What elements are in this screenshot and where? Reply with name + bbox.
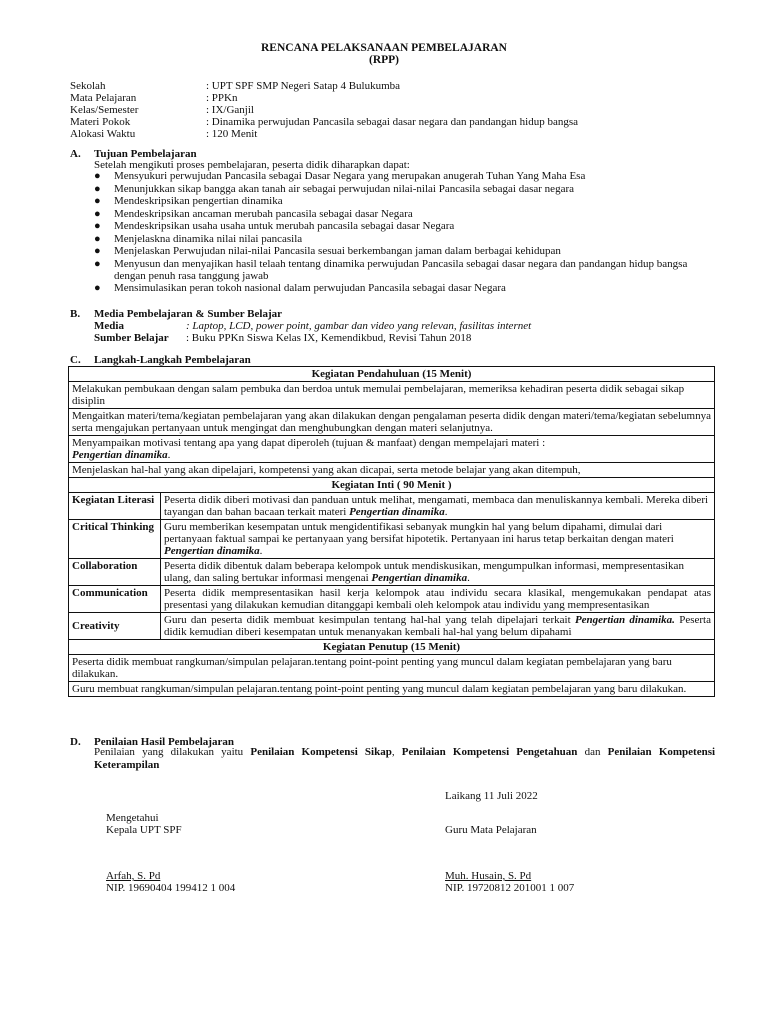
activity-description [161, 559, 715, 586]
assessment-knowledge: Penilaian Kompetensi Pengetahuan [401, 746, 578, 758]
list-item [94, 220, 714, 232]
bullet-icon: ● [94, 182, 101, 195]
activity-label: Kegiatan Literasi [69, 493, 161, 520]
learning-steps-table [68, 366, 715, 697]
activity-term: Pengertian dinamika [349, 506, 445, 518]
list-item [94, 282, 714, 294]
activity-label: Communication [69, 586, 161, 613]
section-number: A. [70, 148, 81, 160]
bullet-icon: ● [94, 232, 101, 245]
activity-description: Peserta didik mempresentasikan hasil kerja kelompok atau individu secara klasikal, mengemukakan pendapat atas presentasi yang dilakukan kemudian ditanggapi kembali oleh kelompok atau individu yang mempresentasikan [161, 586, 715, 613]
table-cell: Guru membuat rangkuman/simpulan pelajaran.tentang point-point penting yang muncul dalam kegiatan pembelajaran yang baru dilakukan. [69, 682, 715, 697]
table-row [69, 559, 715, 586]
table-row [69, 613, 715, 640]
table-row [69, 463, 715, 478]
identity-value: : PPKn [206, 92, 238, 104]
teacher-title: Guru Mata Pelajaran [445, 824, 537, 836]
table-row [69, 655, 715, 682]
punctuation: . [167, 449, 171, 461]
table-row [69, 640, 715, 655]
identity-label: Mata Pelajaran [70, 92, 137, 104]
teacher-name: Muh. Husain, S. Pd [445, 870, 532, 882]
principal-title: Kepala UPT SPF [106, 824, 182, 836]
list-item [94, 195, 714, 207]
activity-label: Critical Thinking [69, 520, 161, 559]
place-date: Laikang 11 Juli 2022 [445, 790, 538, 802]
goal-text: Menjelaskan Perwujudan nilai-nilai Pancasila sesuai berkembangan jaman dalam berbagai kehidupan [114, 245, 561, 257]
activity-text: Peserta didik dibentuk dalam beberapa kelompok untuk mendiskusikan, mengumpulkan informasi, mempresentasikan ulang, dan saling bertukar informasi mengenai [164, 560, 684, 584]
punctuation: . [444, 506, 448, 518]
list-item [94, 245, 714, 257]
identity-value: : IX/Ganjil [206, 104, 254, 116]
identity-value: : UPT SPF SMP Negeri Satap 4 Bulukumba [206, 80, 401, 92]
media-row [94, 320, 531, 332]
section-number: D. [70, 736, 81, 748]
list-item [94, 258, 714, 282]
source-row [94, 332, 471, 344]
section-number: C. [70, 354, 81, 366]
activity-text: Guru memberikan kesempatan untuk mengidentifikasi sebanyak mungkin hal yang belum dipahami, dimulai dari pertanyaan faktual sampai ke pertanyaan yang bersifat hipotetik. Pertanyaan ini harus tetap berkaitan dengan materi [164, 521, 674, 545]
bullet-icon: ● [94, 207, 101, 220]
goal-text: Menyusun dan menyajikan hasil telaah tentang dinamika perwujudan Pancasila sebagai dasar negara dan pandangan hidup bangsa dengan penuh rasa tanggung jawab [114, 257, 688, 282]
identity-label: Alokasi Waktu [70, 128, 136, 140]
activity-description [161, 493, 715, 520]
list-item [94, 208, 714, 220]
activity-label: Creativity [69, 613, 161, 640]
bullet-icon: ● [94, 282, 101, 294]
teacher-nip: NIP. 19720812 201001 1 007 [445, 882, 575, 894]
table-row [69, 520, 715, 559]
intro-activity-header: Kegiatan Pendahuluan (15 Menit) [69, 367, 715, 382]
table-row [69, 478, 715, 493]
table-row [69, 367, 715, 382]
identity-label: Kelas/Semester [70, 104, 139, 116]
section-title: Media Pembelajaran & Sumber Belajar [94, 308, 282, 320]
goal-text: Mendeskripsikan ancaman merubah pancasila sebagai dasar Negara [114, 207, 413, 220]
table-row [69, 382, 715, 409]
section-title: Penilaian Hasil Pembelajaran [94, 736, 234, 748]
activity-term: Pengertian dinamika [371, 572, 468, 584]
table-row [69, 493, 715, 520]
bullet-icon: ● [94, 195, 101, 207]
table-cell: Melakukan pembukaan dengan salam pembuka dan berdoa untuk memulai pembelajaran, memeriksa kehadiran peserta didik sebagai sikap disiplin [69, 382, 715, 409]
goal-text: Menjelaskna dinamika nilai nilai pancasila [114, 232, 303, 245]
list-item [94, 183, 714, 195]
goal-text: Mendeskripsikan usaha usaha untuk merubah pancasila sebagai dasar Negara [114, 220, 455, 232]
media-label: Media [94, 320, 124, 332]
document-title: RENCANA PELAKSANAAN PEMBELAJARAN [261, 42, 507, 54]
bullet-icon: ● [94, 170, 101, 182]
core-activity-header: Kegiatan Inti ( 90 Menit ) [69, 478, 715, 493]
punctuation: . [259, 545, 263, 557]
table-cell: Peserta didik membuat rangkuman/simpulan pelajaran.tentang point-point penting yang muncul dalam kegiatan pembelajaran yang baru dilakukan. [69, 655, 715, 682]
section-title: Tujuan Pembelajaran [94, 148, 197, 160]
motivation-term: Pengertian dinamika [72, 449, 168, 461]
list-item [94, 233, 714, 245]
principal-name: Arfah, S. Pd [106, 870, 161, 882]
assessment-text: dan [584, 746, 601, 758]
goal-text: Mendeskripsikan pengertian dinamika [114, 195, 283, 207]
activity-text: Peserta didik kemudian diberi kesempatan untuk menanyakan kembali hal-hal yang belum dipahami [164, 614, 711, 638]
goal-text: Mensyukuri perwujudan Pancasila sebagai Dasar Negara yang merupakan anugerah Tuhan Yang Maha Esa [114, 170, 586, 182]
table-row [69, 436, 715, 463]
source-label: Sumber Belajar [94, 332, 169, 344]
bullet-icon: ● [94, 220, 101, 232]
section-a-intro: Setelah mengikuti proses pembelajaran, peserta didik diharapkan dapat: [94, 159, 410, 171]
document-subtitle: (RPP) [368, 54, 399, 66]
activity-term: Pengertian dinamika. [574, 614, 675, 626]
activity-label: Collaboration [69, 559, 161, 586]
table-cell: Mengaitkan materi/tema/kegiatan pembelajaran yang akan dilakukan dengan pengalaman peserta didik dengan materi/tema/kegiatan sebelumnya serta mengajukan pertanyaan untuk mengingat dan menghubungkan dengan materi selanjutnya. [69, 409, 715, 436]
section-b-heading [70, 308, 282, 320]
identity-label: Materi Pokok [70, 116, 131, 128]
section-title: Langkah-Langkah Pembelajaran [94, 354, 251, 366]
source-value: : Buku PPKn Siswa Kelas IX, Kemendikbud, Revisi Tahun 2018 [186, 332, 472, 344]
activity-term: Pengertian dinamika [164, 545, 260, 557]
assessment-attitude: Penilaian Kompetensi Sikap [250, 746, 392, 758]
identity-value: : Dinamika perwujudan Pancasila sebagai dasar negara dan pandangan hidup bangsa [206, 116, 579, 128]
table-cell [69, 436, 715, 463]
goal-text: Mensimulasikan peran tokoh nasional dalam perwujudan Pancasila sebagai dasar Negara [114, 282, 506, 294]
media-value: : Laptop, LCD, power point, gambar dan video yang relevan, fasilitas internet [186, 320, 532, 332]
section-number: B. [70, 308, 81, 320]
bullet-icon: ● [94, 257, 101, 270]
identity-label: Sekolah [70, 80, 106, 92]
learning-goals-list [94, 170, 714, 295]
activity-description [161, 613, 715, 640]
punctuation: . [467, 572, 470, 584]
punctuation: , [391, 746, 395, 758]
identity-value: : 120 Menit [206, 128, 258, 140]
table-row [69, 586, 715, 613]
motivation-text: Menyampaikan motivasi tentang apa yang dapat diperoleh (tujuan & manfaat) dengan mempelajari materi : [72, 437, 546, 449]
section-c-heading [70, 354, 251, 366]
acknowledged-label: Mengetahui [106, 812, 159, 824]
assessment-skill: Penilaian Kompetensi Keterampilan [94, 746, 716, 771]
assessment-paragraph [94, 746, 715, 771]
activity-text: Guru dan peserta didik membuat kesimpulan tentang hal-hal yang telah dipelajari terkait [164, 614, 571, 626]
closing-activity-header: Kegiatan Penutup (15 Menit) [69, 640, 715, 655]
list-item [94, 170, 714, 182]
assessment-text: Penilaian yang dilakukan yaitu [94, 746, 244, 758]
goal-text: Menunjukkan sikap bangga akan tanah air sebagai perwujudan nilai-nilai Pancasila sebagai dasar negara [114, 182, 574, 195]
bullet-icon: ● [94, 245, 101, 257]
table-row [69, 409, 715, 436]
activity-description [161, 520, 715, 559]
table-row [69, 682, 715, 697]
principal-nip: NIP. 19690404 199412 1 004 [106, 882, 236, 894]
activity-text: Peserta didik diberi motivasi dan panduan untuk melihat, mengamati, membaca dan menuliskannya kembali. Mereka diberi tayangan dan bahan bacaan terkait materi [164, 494, 709, 518]
table-cell: Menjelaskan hal-hal yang akan dipelajari, kompetensi yang akan dicapai, serta metode belajar yang akan ditempuh, [69, 463, 715, 478]
